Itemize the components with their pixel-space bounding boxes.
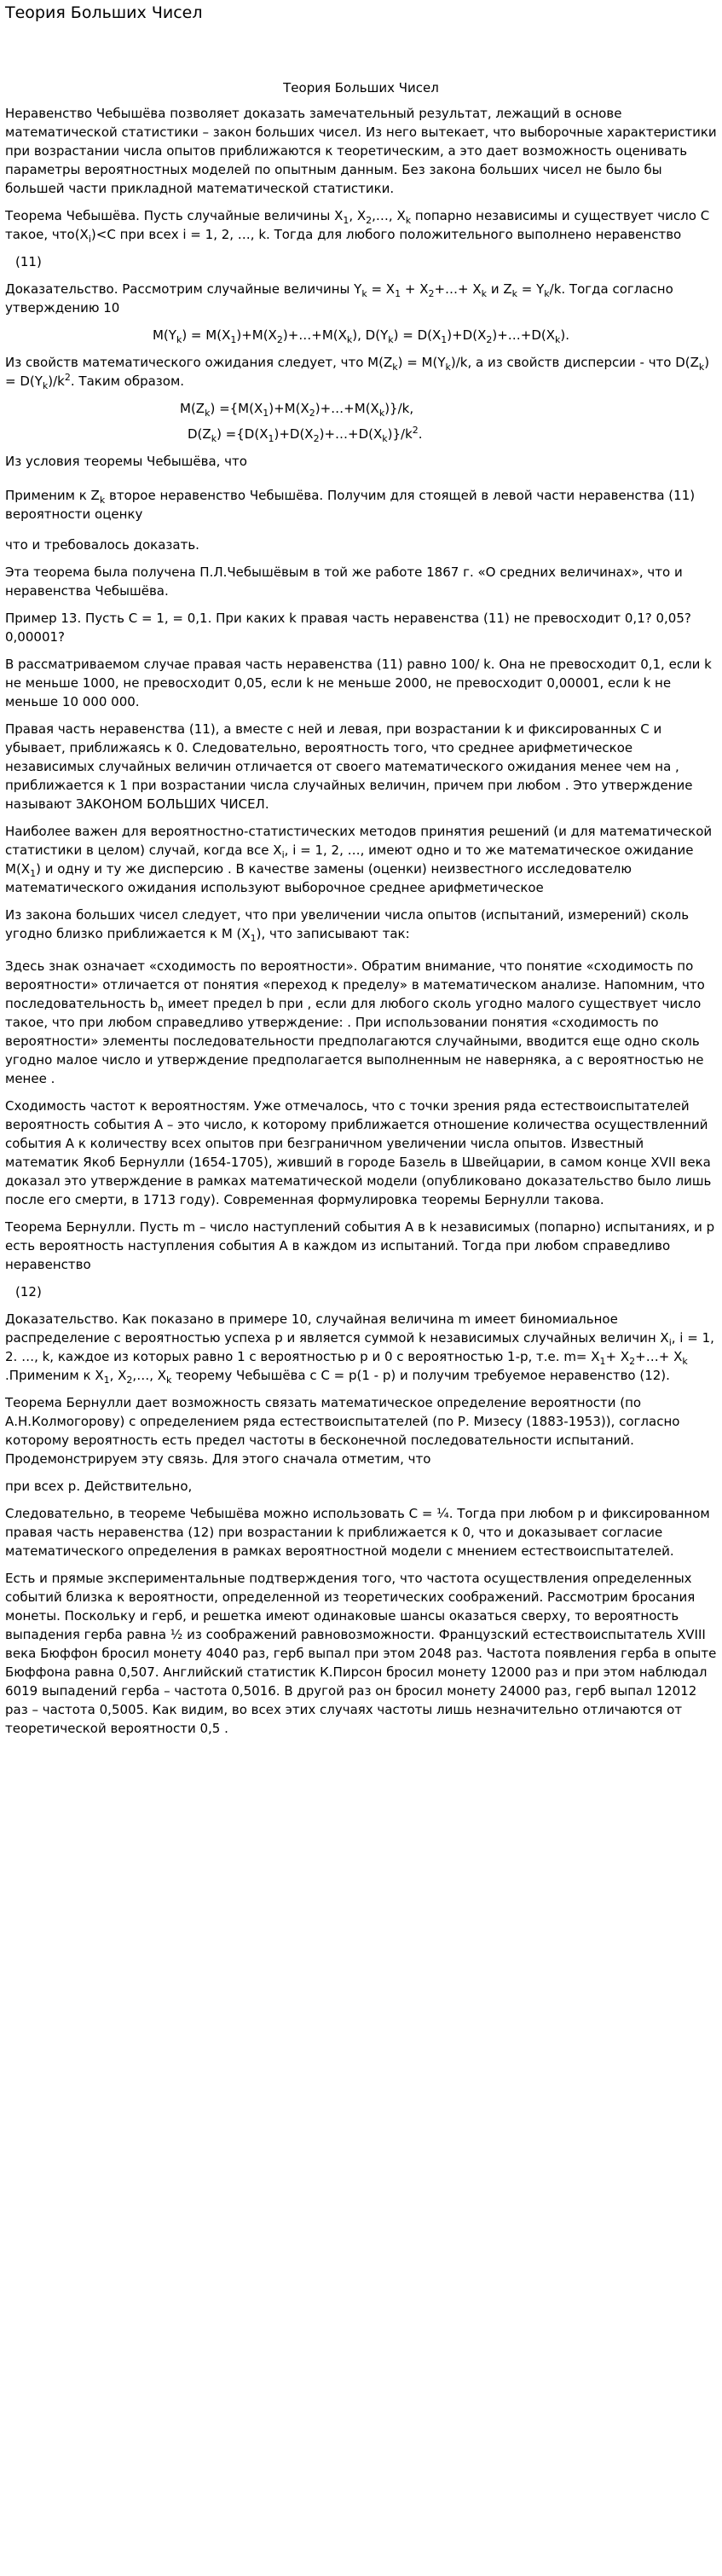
equation-12-label: (12): [15, 1284, 42, 1300]
paragraph-history: Эта теорема была получена П.Л.Чебышёвым в той же работе 1867 г. «О средних величинах», что и неравенства Чебышёва.: [5, 564, 683, 599]
paragraph-bernoulli-meaning: Теорема Бернулли дает возможность связать математическое определение вероятности (по А.Н.Колмогорову) с определением ряда естествоиспытателей (по Р. Мизесу (1883-1953)), согласно которому вероятность есть предел частоты в бесконечной последовательности испытаний. Продемонстрируем эту связь. Для этого сначала отметим, что: [5, 1395, 680, 1467]
paragraph-frequency-convergence: Сходимость частот к вероятностям. Уже отмечалось, что с точки зрения ряда естествоиспытателей вероятность события A – это число, к которому приближается отношение количества осуществленний события A к количеству всех опытов при безграничном увеличении числа опытов. Известный математик Якоб Бернулли (1654-1705), живший в городе Базель в Швейцарии, в самом конце XVII века доказал это утверждение в рамках математической модели (опубликовано доказательство было лишь после его смерти, в 1713 году). Современная формулировка теоремы Бернулли такова.: [5, 1098, 712, 1207]
document-page: [0, 3, 722, 1738]
paragraph-example-solution: В рассматриваемом случае правая часть неравенства (11) равно 100/ k. Она не превосходит 0,1, если k не меньше 1000, не превосходит 0,05, если k не меньше 2000, не превосходит 0,00001, если k не меньше 10 000 000.: [5, 657, 712, 709]
paragraph-important-case: Наиболее важен для вероятностно-статистических методов принятия решений (и для математической статистики в целом) случай, когда все $X_i$, i = 1, 2, …, имеют одно и то же математическое ожидание $M(X_1)$ и одну и ту же дисперсию . В качестве замены (оценки) неизвестного исследователю математического ожидания используют выборочное среднее арифметическое: [5, 824, 713, 895]
paragraph-for-all-p: при всех p. Действительно,: [5, 1479, 193, 1494]
formula-mz: $M(Z_k)$ $=\{M(X_1)+M(X_2)+\dots+M(X_k)\}/k$,: [180, 401, 414, 419]
page-title: Теория Больших Чисел: [5, 3, 203, 22]
paragraph-chebyshev-theorem: Теорема Чебышёва. Пусть случайные величины $X_1$, $X_2,\dots$, $X_k$ попарно независимы и существует число C такое, $что(X_i)<C$ при всех i = 1, 2, …, k. Тогда для любого положительного выполнено неравенство: [5, 208, 710, 245]
article-heading: Теория Больших Чисел: [283, 80, 439, 96]
paragraph-qed: что и требовалось доказать.: [5, 537, 199, 553]
paragraph-proof: Доказательство. Рассмотрим случайные величины $Y_k = X_1$ + $X_2+\dots+ X_k$ и $Z_k = Y_k/k$. Тогда согласно утверждению 10: [5, 281, 673, 315]
paragraph-apply: Применим к $Z_k$ второе неравенство Чебышёва. Получим для стоящей в левой части неравенства (11) вероятности оценку: [5, 488, 696, 522]
paragraph-properties: Из свойств математического ожидания следует, что $M(Z_k) = M(Y_k)/k$, а из свойств дисперсии - что $D(Z_k) = D(Y_k)/k^2$. Таким образом.: [5, 355, 710, 391]
paragraph-consequently: Следовательно, в теореме Чебышёва можно использовать C = ¼. Тогда при любом p и фиксированном правая часть неравенства (12) при возрастании k приближается к 0, что и доказывает согласие математического определения в рамках вероятностной модели с мнением естествоиспытателей.: [5, 1506, 710, 1559]
paragraph-from-condition: Из условия теоремы Чебышёва, что: [5, 454, 247, 469]
formula-dz: $D(Z_k)$ $=\{D(X_1)+D(X_2)+\dots+D(X_k)\}/k^2$.: [188, 425, 423, 444]
paragraph-convergence: Из закона больших чисел следует, что при увеличении числа опытов (испытаний, измерений) сколь угодно близко приближается к M $(X_1)$, что записывают так:: [5, 907, 690, 944]
paragraph-intro: Неравенство Чебышёва позволяет доказать замечательный результат, лежащий в основе математической статистики – закон больших чисел. Из него вытекает, что выборочные характеристики при возрастании числа опытов приближаются к теоретическим, а это дает возможность оценивать параметры вероятностных моделей по опытным данным. Без закона больших чисел не было бы большей части прикладной математической статистики.: [5, 106, 717, 196]
formula-expectation-variance: $M(Y_k)$ = $M(X_1)+M(X_2)+\dots+M(X_k)$, $D(Y_k)$ = $D(X_1)+D(X_2)+\dots+D(X_k)$.: [152, 327, 570, 345]
paragraph-convergence-probability: Здесь знак означает «сходимость по вероятности». Обратим внимание, что понятие «сходимость по вероятности» отличается от понятия «переход к пределу» в математическом анализе. Напомним, что последовательность $b_n$ имеет предел b при , если для любого сколь угодно малого существует число такое, что при любом справедливо утверждение: . При использовании понятия «сходимость по вероятности» элементы последовательности предполагаются случайными, вводится еще одно сколь угодно малое число и утверждение предполагается выполненным не наверняка, а с вероятностью не менее .: [5, 958, 705, 1086]
paragraph-bernoulli-proof: Доказательство. Как показано в примере 10, случайная величина m имеет биномиальное распределение с вероятностью успеха p и является суммой k независимых случайных величин $X_i$, i = 1, 2. …, k, каждое из которых равно 1 с вероятностью p и 0 с вероятностью 1-p, т.е. $m= X_1+$ $X_2+\dots+ X_k$ .Применим к $X_1$, $X_2,\dots$, $X_k$ теорему Чебышёва с C = p(1 - p) и получим требуемое неравенство (12).: [5, 1311, 714, 1386]
paragraph-law-large-numbers: Правая часть неравенства (11), а вместе с ней и левая, при возрастании k и фиксированных C и убывает, приближаясь к 0. Следовательно, вероятность того, что среднее арифметическое независимых случайных величин отличается от своего математического ожидания менее чем на , приближается к 1 при возрастании числа случайных величин, причем при любом . Это утверждение называют ЗАКОНОМ БОЛЬШИХ ЧИСЕЛ.: [5, 721, 693, 812]
paragraph-experiments: Есть и прямые экспериментальные подтверждения того, что частота осуществления определенных событий близка к вероятности, определенной из теоретических соображений. Рассмотрим бросания монеты. Поскольку и герб, и решетка имеют одинаковые шансы оказаться сверху, то вероятность выпадения герба равна ½ из соображений равновозможности. Французский естествоиспытатель XVIII века Бюффон бросил монету 4040 раз, герб выпал при этом 2048 раз. Частота появления герба в опыте Бюффона равна 0,507. Английский статистик К.Пирсон бросил монету 12000 раз и при этом наблюдал 6019 выпадений герба – частота 0,5016. В другой раз он бросил монету 24000 раз, герб выпал 12012 раз – частота 0,5005. Как видим, во всех этих случаях частоты лишь незначительно отличаются от теоретической вероятности 0,5 .: [5, 1571, 717, 1736]
equation-11-label: (11): [15, 254, 42, 269]
paragraph-example-13: Пример 13. Пусть C = 1, = 0,1. При каких k правая часть неравенства (11) не превосходит 0,1? 0,05? 0,00001?: [5, 611, 691, 645]
paragraph-bernoulli-theorem: Теорема Бернулли. Пусть m – число наступлений события A в k независимых (попарно) испытаниях, и p есть вероятность наступления события A в каждом из испытаний. Тогда при любом справедливо неравенство: [5, 1219, 715, 1272]
